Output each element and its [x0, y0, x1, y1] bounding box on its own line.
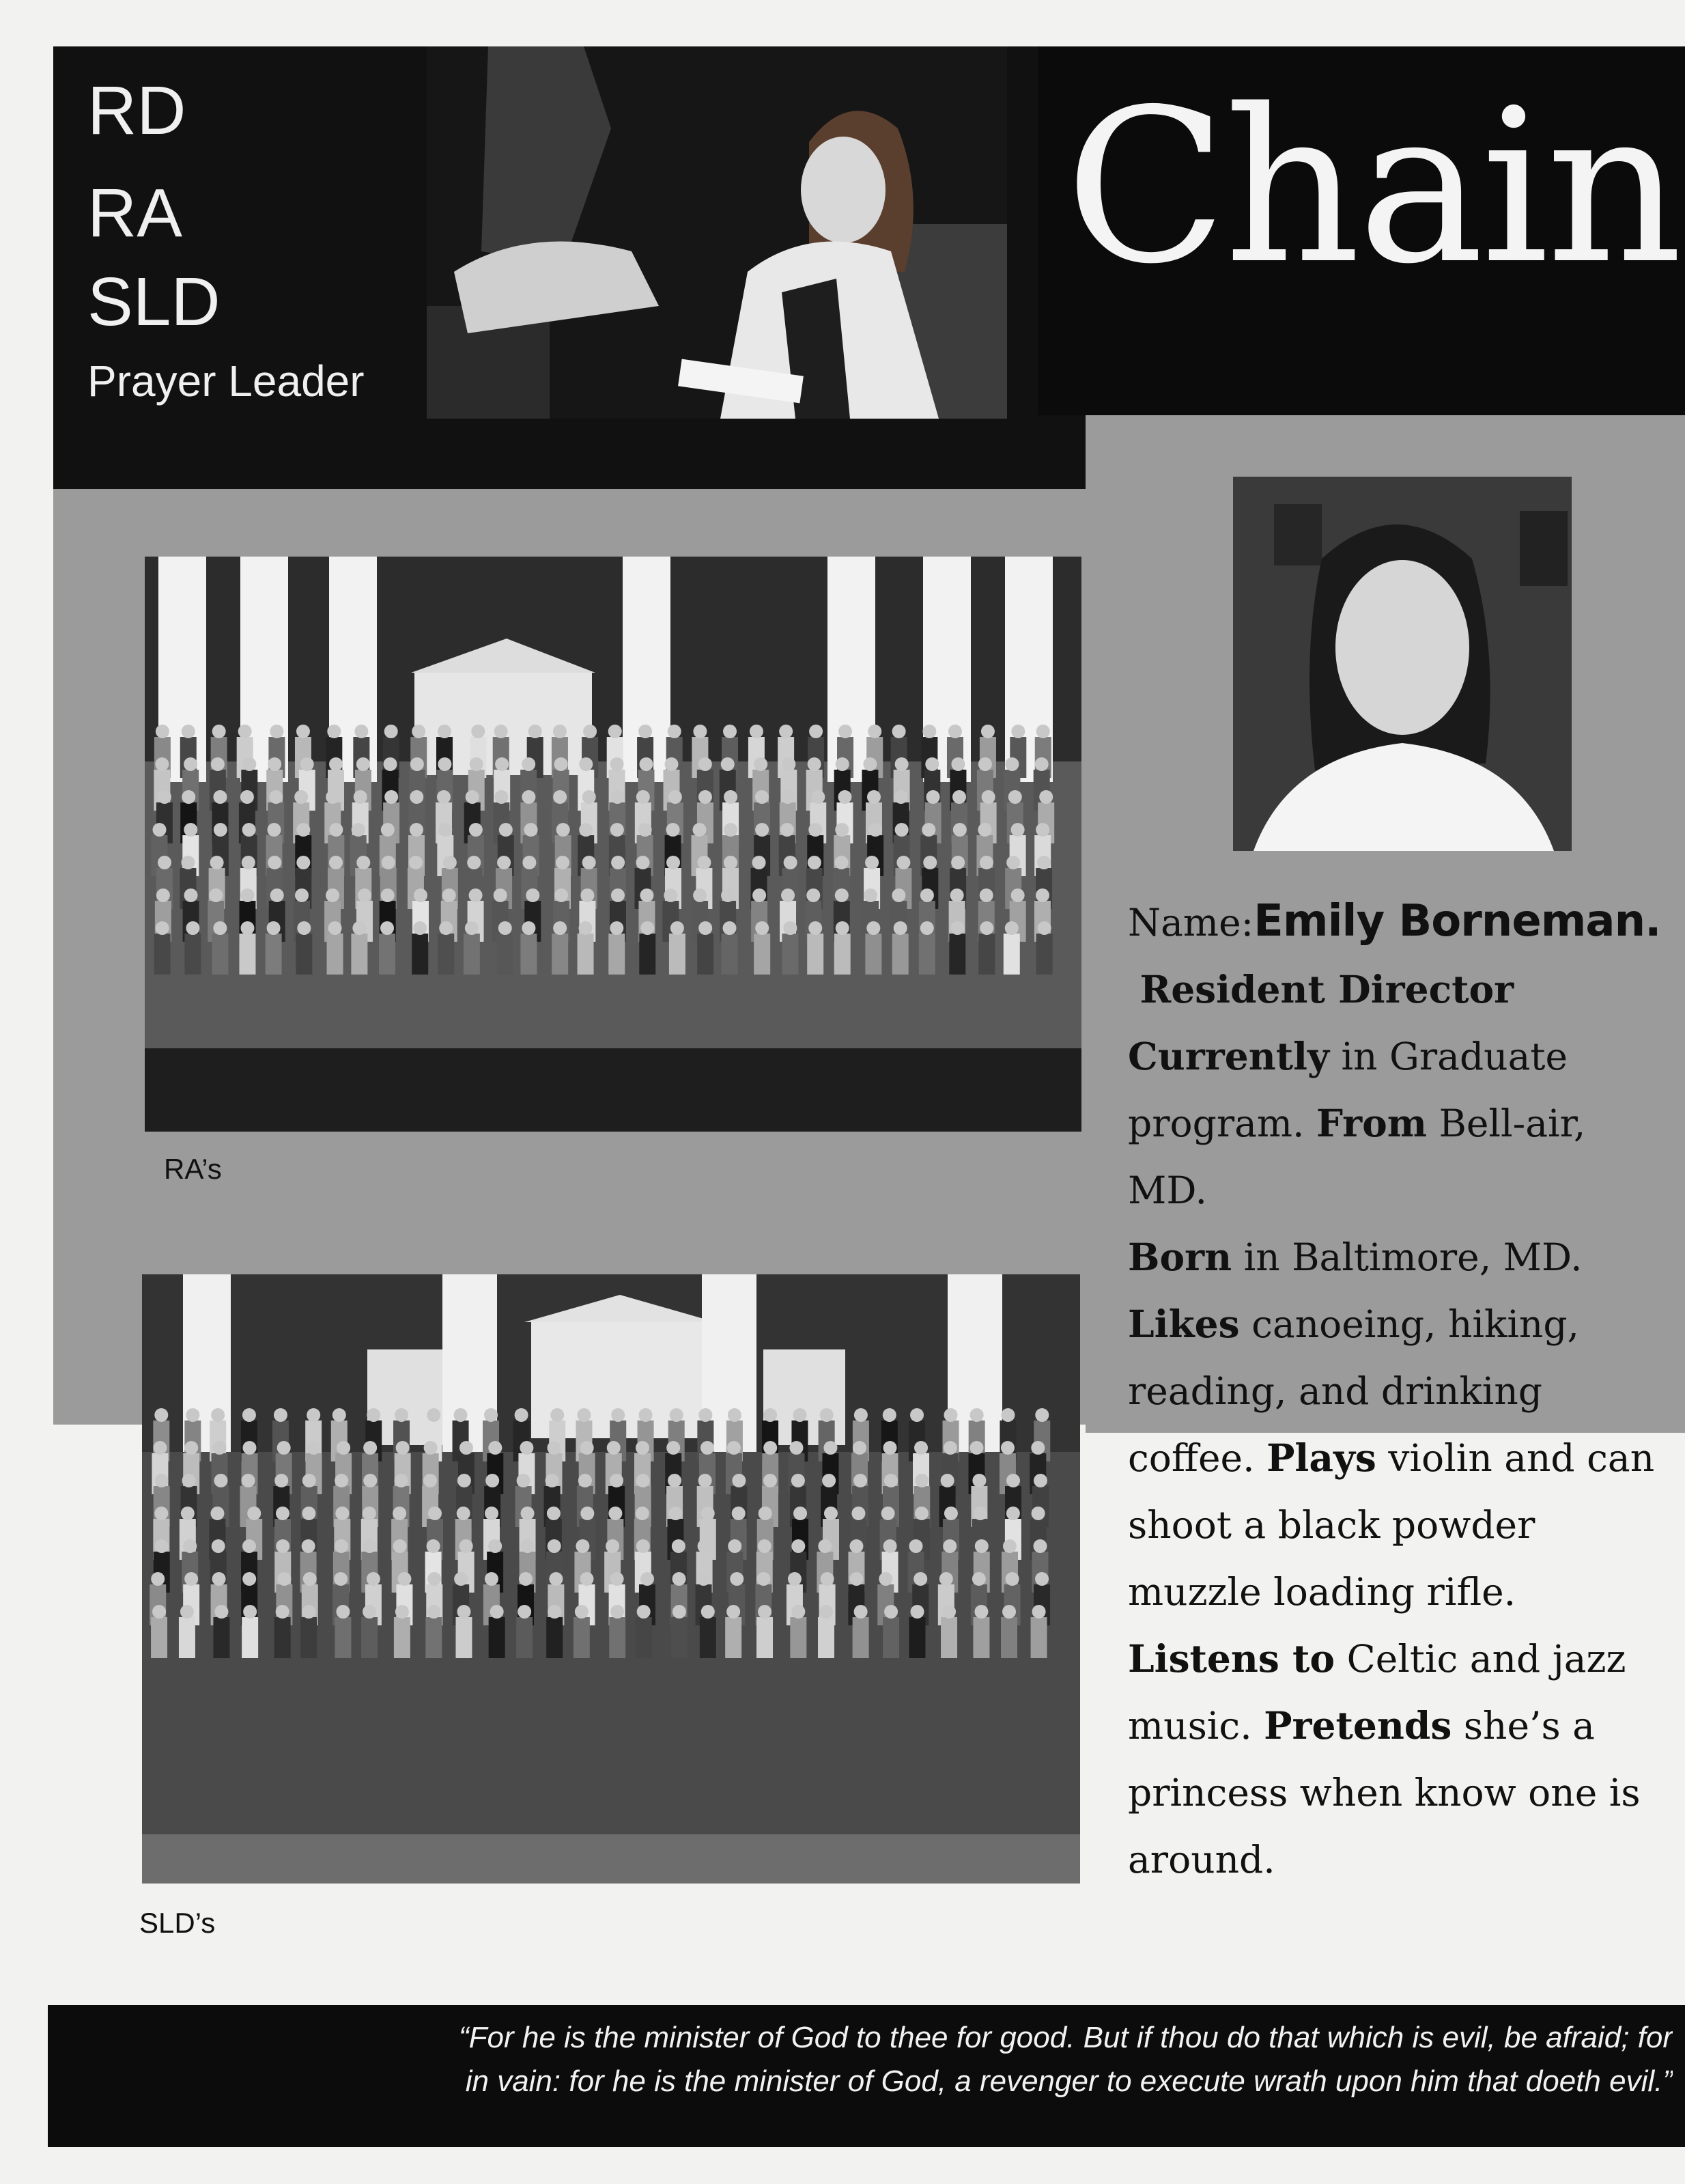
listens-label: Listens to [1128, 1636, 1335, 1681]
likes-label: Likes [1128, 1302, 1240, 1346]
born-label: Born [1128, 1235, 1232, 1279]
quote-line-1: “For he is the minister of God to thee for good. But if thou do that which is evil, be afraid; for [458, 2021, 1673, 2054]
quote-line-2: in vain: for he is the minister of God, a revenger to execute wrath upon him that doeth evil.” [465, 2064, 1673, 2098]
pretends-text: she’s a princess when know one is around. [1128, 1704, 1641, 1881]
currently-label: Currently [1128, 1034, 1329, 1078]
name-label: Name: [1128, 901, 1254, 944]
portrait-photo [1233, 477, 1572, 851]
sld-photo-caption: SLD’s [139, 1907, 216, 1939]
bio-name-line [1128, 888, 1667, 956]
from-label: From [1316, 1101, 1427, 1145]
bio-title-line [1128, 956, 1667, 1023]
bio-paragraph [1128, 1023, 1667, 1893]
from-text: Bell-air, MD. [1128, 1102, 1586, 1212]
role-label-ra: RA [87, 175, 182, 251]
role-label-prayer-leader: Prayer Leader [87, 356, 365, 406]
writing-photo [427, 46, 1007, 419]
position-title: Resident Director [1139, 967, 1514, 1011]
bio-text [1128, 888, 1667, 1893]
pretends-label: Pretends [1264, 1703, 1452, 1748]
role-label-sld: SLD [87, 264, 221, 340]
born-text: in Baltimore, MD. [1232, 1235, 1583, 1279]
name-value: Emily Borneman. [1254, 896, 1661, 947]
page-title: Chain [1065, 64, 1680, 311]
ra-photo-caption: RA’s [164, 1153, 222, 1185]
listens-text: Celtic and jazz music. [1128, 1637, 1626, 1748]
likes-text: canoeing, hiking, reading, and drinking coffee. [1128, 1302, 1580, 1480]
sld-group-photo [142, 1274, 1080, 1884]
plays-text: violin and can shoot a black powder muzzle loading rifle. [1128, 1436, 1655, 1614]
currently-text: in Graduate program. [1128, 1035, 1568, 1145]
plays-label: Plays [1266, 1436, 1376, 1480]
footer-quote [382, 2016, 1673, 2103]
role-label-rd: RD [87, 72, 186, 149]
ra-group-photo [145, 557, 1081, 1132]
